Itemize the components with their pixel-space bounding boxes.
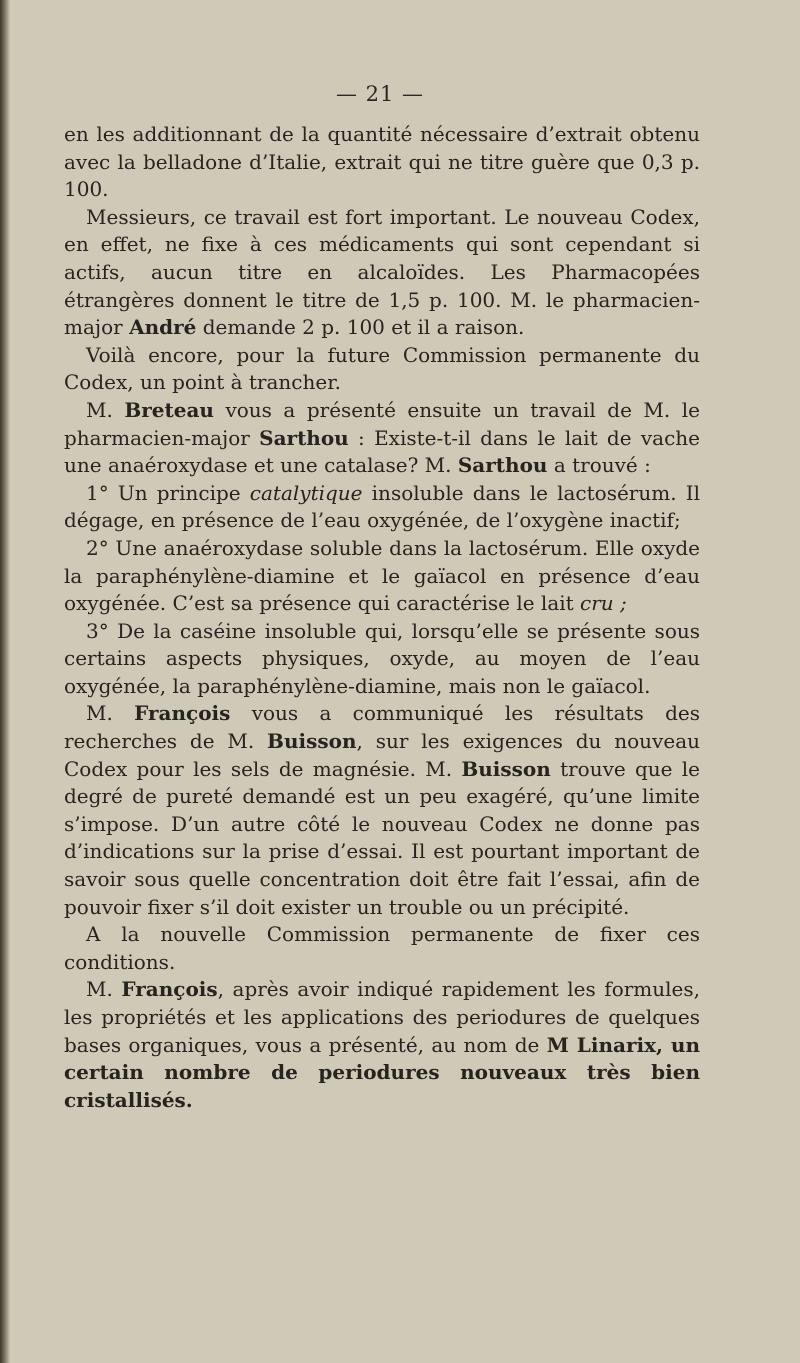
paragraph: [64, 618, 700, 701]
paragraph: [64, 204, 700, 342]
paragraph: [64, 700, 700, 921]
bold-name: Sarthou: [259, 425, 349, 450]
page-number: — 21 —: [335, 82, 425, 106]
text-run: M.: [86, 397, 125, 422]
paragraph: [64, 976, 700, 1114]
bold-name: François: [134, 701, 231, 726]
text-run: 3° De la caséine insoluble qui, lorsqu’elle se présente sous certains aspects physiques, oxyde, au moyen de l’eau oxygénée, la paraphénylène-diamine, mais non le gaïacol.: [64, 618, 700, 698]
text-run: 1° Un principe: [86, 480, 250, 505]
text-run: A la nouvelle Commission permanente de fixer ces conditions.: [64, 922, 700, 974]
bold-name: Buisson: [267, 729, 357, 754]
bold-name: André: [129, 315, 197, 340]
bold-name: François: [121, 977, 218, 1002]
paragraph: [64, 121, 700, 204]
text-run: trouve que le degré de pureté demandé est un peu exagéré, qu’une limite s’impose. D’un autre côté le nouveau Codex ne donne pas d’indications sur la prise d’essai. Il est pourtant important de savoir sous quelle concentration doit être fait l’essai, afin de pouvoir fixer s’il doit exister un trouble ou un précipité.: [64, 756, 700, 919]
text-run: 2° Une anaéroxydase soluble dans la lactosérum. Elle oxyde la paraphénylène-diamine et le gaïacol en présence d’eau oxygénée. C’est sa présence qui caractérise le lait: [64, 535, 700, 616]
text-run: vous a présenté ensuite un travail de M. le pharmacien-major: [64, 397, 700, 450]
text-run: demande 2 p. 100 et il a raison.: [196, 315, 525, 340]
paragraph: [64, 480, 700, 535]
text-run: , après avoir indiqué rapidement les formules, les propriétés et les applications des periodures de quelques bases organiques, vous a présenté, au nom de: [64, 977, 700, 1057]
text-run: M.: [86, 701, 135, 726]
text-run: a trouvé :: [547, 453, 651, 478]
bold-name: M Linarix, un certain nombre de periodures nouveaux très bien cristallisés.: [64, 1032, 701, 1112]
text-run: en les additionnant de la quantité nécessaire d’extrait obtenu avec la belladone d’Italie, extrait qui ne titre guère que 0,3 p. 100.: [64, 122, 700, 202]
text-run: : Existe-t-il dans le lait de vache une anaéroxydase et une catalase? M.: [64, 425, 700, 478]
text-run: Voilà encore, pour la future Commission permanente du Codex, un point à trancher.: [64, 342, 700, 395]
binding-edge: [0, 0, 10, 1363]
text-run: M.: [86, 977, 122, 1002]
bold-name: Breteau: [124, 397, 214, 422]
body-text: [64, 121, 700, 1114]
paragraph: [64, 342, 700, 397]
paragraph: [64, 921, 700, 976]
text-run: Messieurs, ce travail est fort important. Le nouveau Codex, en effet, ne fixe à ces médicaments qui sont cependant si actifs, aucun titre en alcaloïdes. Les Pharmacopées étrangères donnent le titre de 1,5 p. 100. M. le pharmacien-major: [64, 204, 700, 340]
bold-name: Sarthou: [457, 453, 548, 478]
text-run: insoluble dans le lactosérum. Il dégage, en présence de l’eau oxygénée, de l’oxygène inactif;: [64, 480, 700, 533]
bold-name: Buisson: [461, 756, 551, 781]
italic-text: catalytique: [249, 480, 363, 505]
italic-text: cru ;: [580, 591, 627, 616]
paragraph: [64, 397, 700, 480]
text-run: vous a communiqué les résultats des recherches de M.: [64, 701, 701, 754]
text-run: , sur les exigences du nouveau Codex pour les sels de magnésie. M.: [64, 729, 700, 781]
paragraph: [64, 535, 700, 618]
